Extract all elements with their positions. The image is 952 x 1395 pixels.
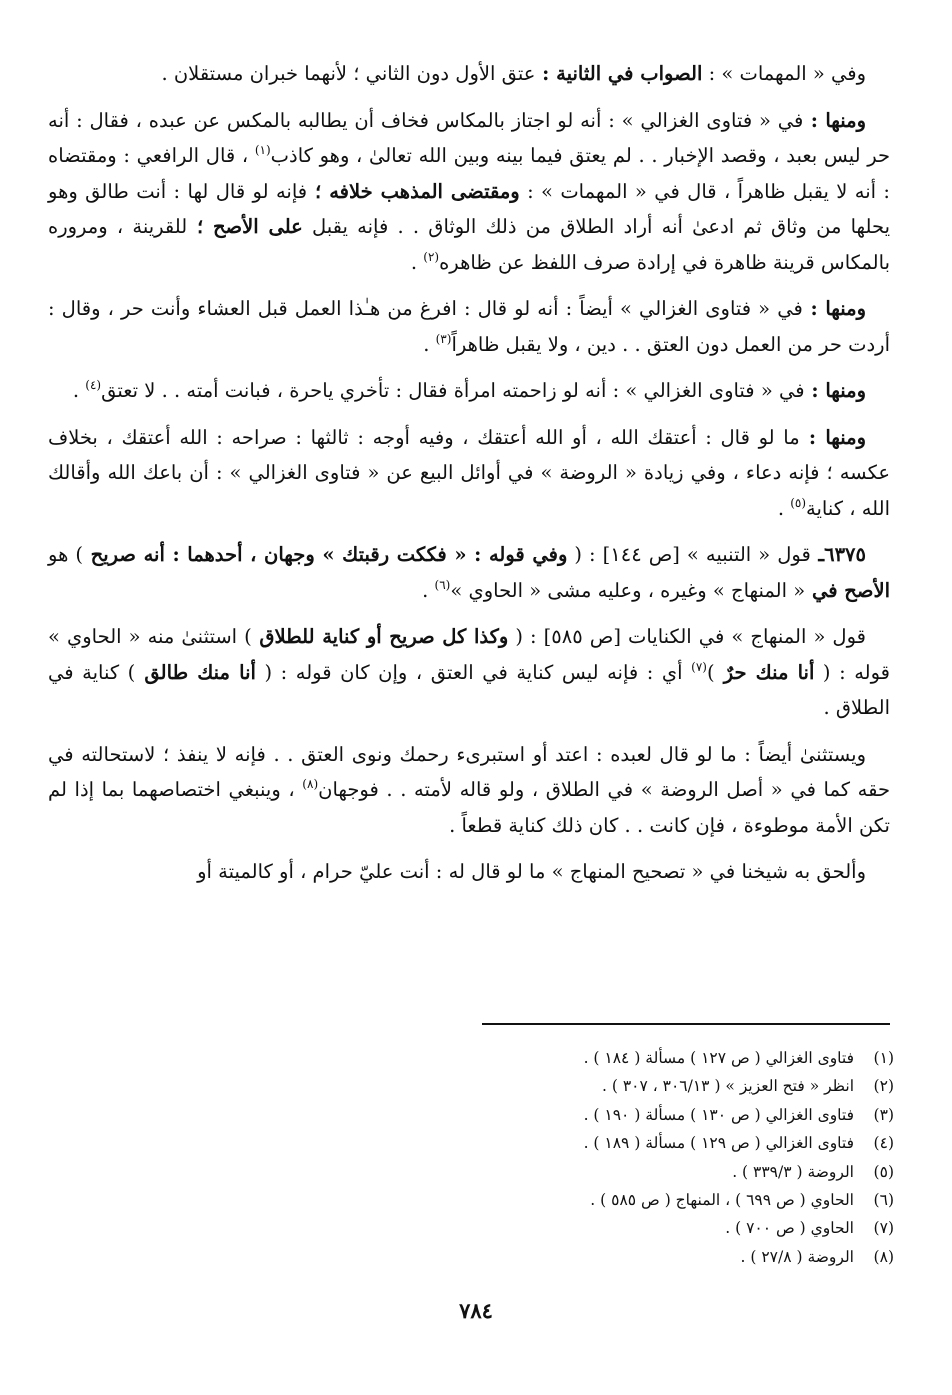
text-run: للقرينة ، ومروره بالمكاس قرينة ظاهرة في إرادة صرف اللفظ عن ظاهره bbox=[48, 215, 890, 274]
text-run: ، وينبغي اختصاصهما بما إذا لم تكن الأمة موطوءة ، فإن كانت . . كان ذلك كناية قطعاً . bbox=[48, 778, 890, 837]
footnote-divider bbox=[482, 1023, 890, 1025]
footnote-number: (٤) bbox=[873, 1134, 894, 1153]
footnotes bbox=[294, 1044, 894, 1271]
bold-run: وفي قوله : « فككت رقبتك » وجهان ، أحدهما : أنه صريح bbox=[83, 543, 568, 566]
footnote-6 bbox=[294, 1186, 894, 1214]
footnote-ref: (٧) bbox=[691, 659, 707, 674]
footnote-number: (٢) bbox=[873, 1077, 894, 1096]
text-run: وألحق به شيخنا في « تصحيح المنهاج » ما لو قال له : أنت عليّ حرام ، أو كالميتة أو bbox=[197, 860, 866, 883]
footnote-number: (٣) bbox=[873, 1105, 894, 1124]
footnote-number: (٨) bbox=[873, 1247, 894, 1266]
footnote-number: (٦) bbox=[873, 1190, 894, 1209]
footnote-text: الروضة ( ٣٣٩/٣ ) . bbox=[732, 1162, 854, 1181]
footnote-7 bbox=[294, 1214, 894, 1242]
text-run: ) هو bbox=[48, 543, 83, 566]
text-run: . bbox=[777, 496, 791, 520]
footnote-ref: (٣) bbox=[435, 331, 452, 346]
paragraph-6-issue-6375 bbox=[48, 537, 890, 608]
bold-run: ٦٣٧٥ـ bbox=[810, 543, 867, 566]
footnote-number: (٥) bbox=[873, 1162, 894, 1181]
text-run: . bbox=[410, 250, 424, 274]
footnote-text: فتاوى الغزالي ( ص ١٢٩ ) مسألة ( ١٨٩ ) . bbox=[583, 1134, 854, 1153]
footnote-text: الروضة ( ٢٧/٨ ) . bbox=[740, 1247, 854, 1266]
footnote-number: (٧) bbox=[873, 1219, 894, 1238]
footnote-text: الحاوي ( ص ٦٩٩ ) ، المنهاج ( ص ٥٨٥ ) . bbox=[590, 1190, 854, 1209]
footnote-text: فتاوى الغزالي ( ص ١٢٧ ) مسألة ( ١٨٤ ) . bbox=[583, 1049, 854, 1067]
paragraph-1 bbox=[48, 56, 890, 92]
bold-run: ومنها : bbox=[799, 425, 866, 449]
text-run: « المنهاج » وغيره ، وعليه مشى « الحاوي » bbox=[450, 578, 806, 602]
text-run: ويستثنىٰ أيضاً : ما لو قال لعبده : اعتد أو استبرىء رحمك ونوى العتق . . فإنه لا ينفذ ؛ لاستحالته في حقه كما في « أصل الروضة » في الطلاق ، ولو قاله لأمته . . فوجهان bbox=[48, 742, 890, 801]
text-run: عتق الأول دون الثاني ؛ لأنهما خبران مستقلان . bbox=[161, 62, 536, 85]
text-run: قول « المنهاج » في الكنايات [ص ٥٨٥] : ( bbox=[508, 625, 866, 648]
footnote-4 bbox=[294, 1129, 894, 1157]
text-run: في « فتاوى الغزالي » أيضاً : أنه لو قال : افرغ من هـٰذا العمل قبل العشاء وأنت حر ، وقال : أردت حر من العمل دون العتق . . دين ، ولا يقبل ظاهراً bbox=[48, 297, 890, 356]
text-run: ما لو قال : أعتقك الله ، أو الله أعتقك ، وفيه أوجه : ثالثها : صراحه : الله أعتقك ، بخلاف عكسه ؛ فإنه دعاء ، وفي زيادة « الروضة » في أوائل البيع عن « فتاوى الغزالي » : أن باعك الله وأقالك الله ، كناية bbox=[48, 425, 890, 520]
bold-run: ومنها : bbox=[802, 297, 867, 320]
footnote-ref: (١) bbox=[254, 143, 271, 157]
text-run: ) bbox=[706, 660, 715, 684]
footnote-ref: (٥) bbox=[790, 495, 807, 510]
paragraph-4 bbox=[48, 373, 890, 409]
footnote-ref: (٦) bbox=[434, 577, 451, 592]
text-run: قول « التنبيه » [ص ١٤٤] : ( bbox=[567, 543, 811, 566]
footnote-3 bbox=[294, 1101, 894, 1129]
text-run: . bbox=[423, 332, 436, 356]
text-run: في « فتاوى الغزالي » : أنه لو اجتاز بالمكاس فخاف أن يطالبه بالمكس عن عبده ، فقال : أنه حر ليس بعبد ، وقصد الإخبار . . لم يعتق فيما بينه وبين الله تعالىٰ ، وهو كاذب bbox=[48, 108, 891, 167]
footnote-text: الحاوي ( ص ٧٠٠ ) . bbox=[725, 1219, 854, 1238]
footnote-ref: (٤) bbox=[85, 378, 102, 392]
footnote-text: انظر « فتح العزيز » ( ٣٠٦/١٣ ، ٣٠٧ ) . bbox=[601, 1077, 854, 1096]
paragraph-8 bbox=[48, 737, 890, 844]
text-run: ) كناية في الطلاق . bbox=[48, 660, 890, 719]
page-number: ٧٨٤ bbox=[459, 1298, 493, 1323]
text-run: فإنه لو قال لها : أنت طالق وهو يحلها من وثاق ثم ادعىٰ أنه أراد الطلاق من ذلك الوثاق . . فإنه يقبل bbox=[48, 179, 890, 238]
footnote-text: فتاوى الغزالي ( ص ١٣٠ ) مسألة ( ١٩٠ ) . bbox=[583, 1105, 854, 1124]
bold-run: ومنها : bbox=[803, 108, 867, 132]
footnote-2 bbox=[294, 1072, 894, 1100]
bold-run: وكذا كل صريح أو كناية للطلاق bbox=[251, 625, 509, 648]
bold-run: أنا منك حرٌ bbox=[714, 660, 815, 684]
paragraph-3 bbox=[48, 291, 890, 362]
bold-run: ومقتضى المذهب خلافه ؛ bbox=[307, 179, 520, 203]
paragraph-9 bbox=[48, 854, 890, 890]
text-run: أي : فإنه ليس كناية في العتق ، وإن كان قوله : ( bbox=[255, 660, 692, 684]
footnote-number: (١) bbox=[873, 1049, 894, 1067]
bold-run: الصواب في الثانية : bbox=[535, 62, 703, 85]
footnote-ref: (٢) bbox=[423, 249, 440, 264]
footnote-1 bbox=[294, 1044, 894, 1072]
bold-run: ومنها : bbox=[804, 379, 866, 402]
paragraph-2 bbox=[48, 103, 890, 281]
footnote-8 bbox=[294, 1243, 894, 1271]
text-run: . bbox=[422, 578, 435, 602]
footnote-ref: (٨) bbox=[302, 777, 319, 791]
bold-run: الأصح في bbox=[805, 578, 890, 602]
text-run: وفي « المهمات » : bbox=[702, 62, 866, 85]
paragraph-7 bbox=[48, 619, 890, 726]
text-run: ) استثنىٰ منه « الحاوي » قوله : ( bbox=[48, 625, 890, 684]
footnote-5 bbox=[294, 1158, 894, 1186]
text-run: في « فتاوى الغزالي » : أنه لو زاحمته امرأة فقال : تأخري ياحرة ، فبانت أمته . . لا تعتق bbox=[101, 379, 805, 402]
paragraph-5 bbox=[48, 420, 890, 527]
text-run: ، قال الرافعي : ومقتضاه : أنه لا يقبل ظاهراً ، قال في « المهمات » : bbox=[48, 144, 890, 203]
main-text bbox=[48, 56, 890, 901]
text-run: . bbox=[72, 379, 86, 402]
bold-run: على الأصح ؛ bbox=[187, 215, 303, 238]
bold-run: أنا منك طالق bbox=[135, 660, 256, 684]
